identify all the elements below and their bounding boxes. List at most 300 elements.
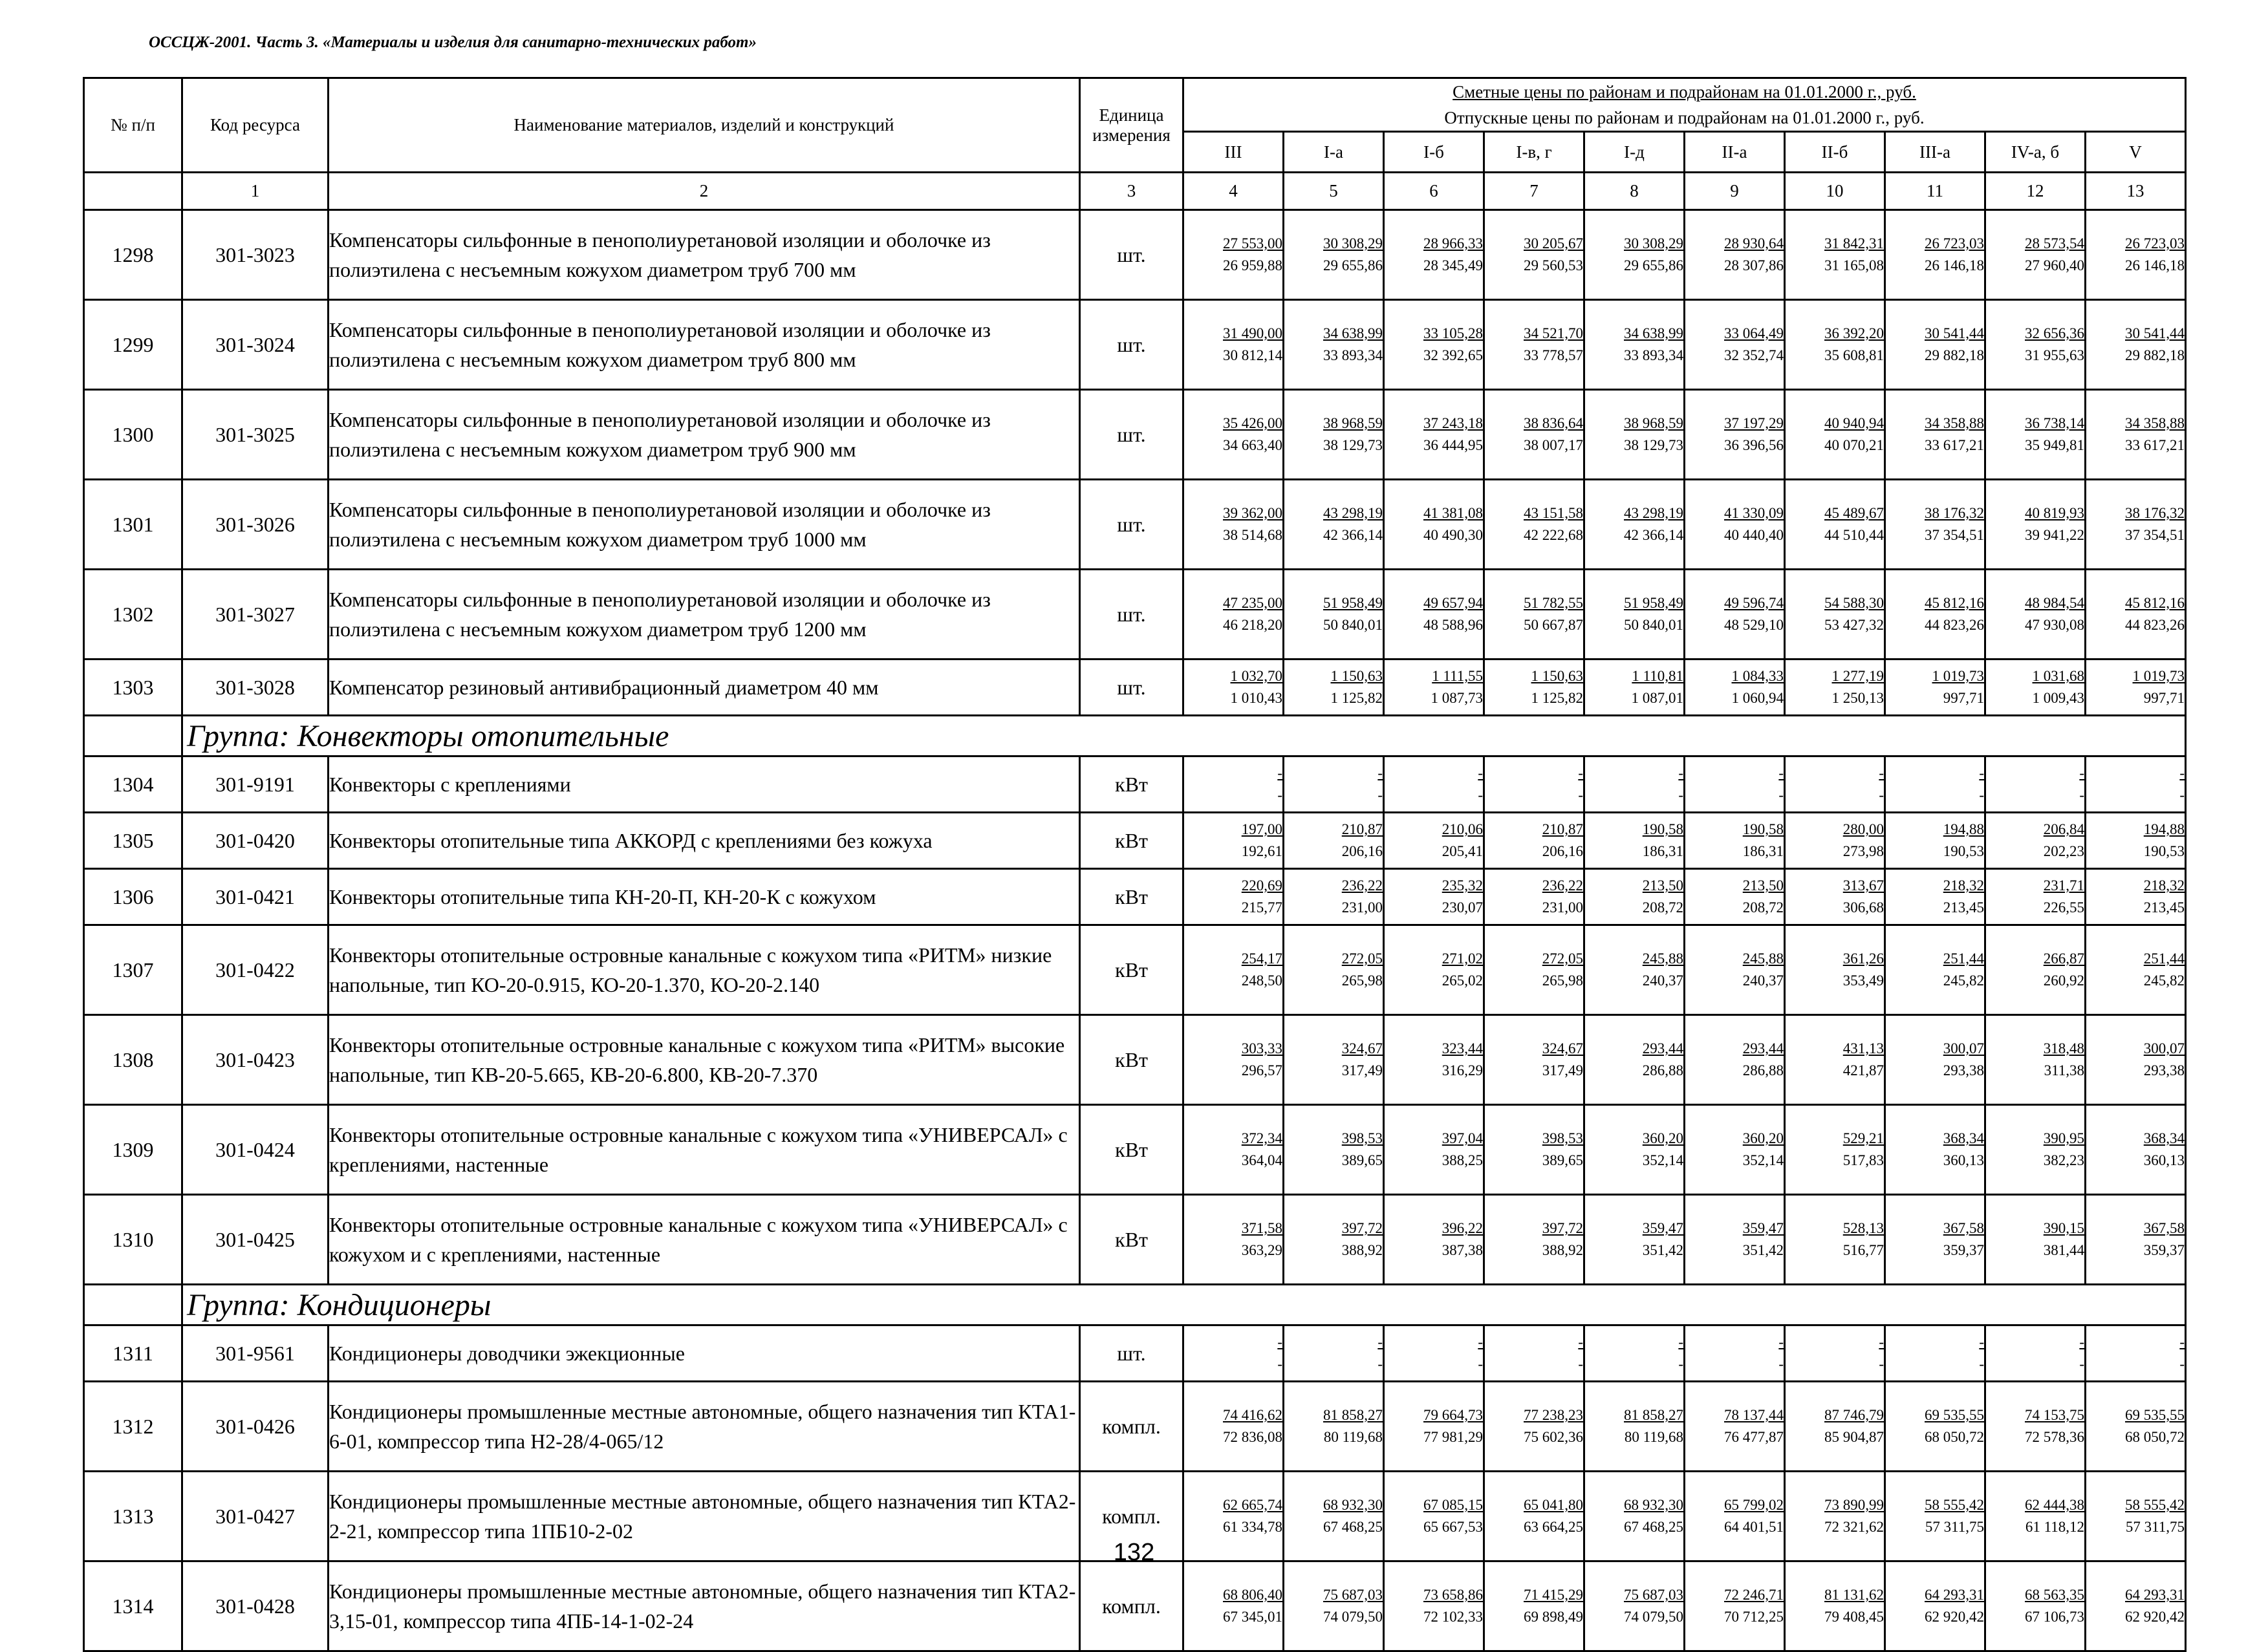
unit: шт. — [1080, 1325, 1183, 1382]
release-price: 1 125,82 — [1330, 690, 1383, 706]
estimate-price: 71 415,29 — [1524, 1587, 1583, 1603]
price-cell — [1183, 1015, 1284, 1105]
release-price: 997,71 — [2143, 690, 2185, 706]
release-price: 213,45 — [1943, 899, 1984, 916]
estimate-price: 359,47 — [1642, 1220, 1683, 1236]
estimate-price: - — [2079, 1334, 2084, 1350]
release-price: 85 904,87 — [1824, 1429, 1884, 1445]
estimate-price: 251,44 — [2143, 950, 2185, 967]
release-price: 230,07 — [1442, 899, 1483, 916]
resource-code: 301-3025 — [182, 390, 329, 480]
price-cell — [2086, 1382, 2186, 1472]
price-cell — [1885, 1325, 1985, 1382]
estimate-price: - — [1578, 1334, 1583, 1350]
column-number: 3 — [1080, 173, 1183, 210]
resource-code: 301-0420 — [182, 813, 329, 869]
estimate-price: 32 656,36 — [2025, 325, 2084, 341]
release-price: 240,37 — [1642, 972, 1683, 989]
price-cell — [1484, 210, 1584, 300]
release-price: 67 468,25 — [1624, 1519, 1683, 1535]
release-price: 33 778,57 — [1524, 347, 1583, 363]
column-number: 1 — [182, 173, 329, 210]
estimate-price: 210,06 — [1442, 821, 1483, 837]
price-cell — [1985, 660, 2086, 716]
price-cell — [1685, 869, 1785, 925]
estimate-price: 45 489,67 — [1824, 505, 1884, 521]
estimate-price: 1 084,33 — [1731, 668, 1784, 684]
price-cell — [1685, 1195, 1785, 1285]
row-number: 1298 — [84, 210, 182, 300]
estimate-price: 36 738,14 — [2025, 415, 2084, 431]
resource-code: 301-0425 — [182, 1195, 329, 1285]
price-cell — [1284, 210, 1384, 300]
column-number: 2 — [329, 173, 1080, 210]
estimate-price: 74 153,75 — [2025, 1407, 2084, 1423]
release-price: 359,37 — [2143, 1242, 2185, 1258]
price-cell — [1384, 813, 1484, 869]
estimate-price: 197,00 — [1241, 821, 1282, 837]
release-price: 186,31 — [1642, 843, 1683, 859]
estimate-price: 324,67 — [1341, 1040, 1383, 1057]
estimate-price: 34 358,88 — [2125, 415, 2185, 431]
release-price: - — [1478, 787, 1483, 803]
estimate-price: 324,67 — [1542, 1040, 1583, 1057]
estimate-price: 37 197,29 — [1724, 415, 1784, 431]
estimate-price: 34 521,70 — [1524, 325, 1583, 341]
price-cell — [1384, 1195, 1484, 1285]
estimate-price: 65 799,02 — [1724, 1497, 1784, 1513]
release-price: 76 477,87 — [1724, 1429, 1784, 1445]
price-cell — [1584, 1561, 1685, 1651]
estimate-price: 194,88 — [1943, 821, 1984, 837]
price-cell — [1584, 1325, 1685, 1382]
release-price: - — [1979, 1356, 1984, 1372]
price-cell — [2086, 210, 2186, 300]
price-cell — [1284, 1382, 1384, 1472]
price-cell — [1785, 1105, 1885, 1195]
estimate-price: 194,88 — [2143, 821, 2185, 837]
estimate-price: 1 150,63 — [1330, 668, 1383, 684]
release-price: 44 823,26 — [2125, 617, 2185, 633]
release-price: 286,88 — [1642, 1062, 1683, 1078]
price-cell — [2086, 1105, 2186, 1195]
release-price: 1 087,01 — [1631, 690, 1683, 706]
unit: шт. — [1080, 300, 1183, 390]
release-price: 388,92 — [1341, 1242, 1383, 1258]
release-price: 190,53 — [2143, 843, 2185, 859]
release-price: 208,72 — [1642, 899, 1683, 916]
price-cell — [2086, 813, 2186, 869]
price-cell — [1685, 1105, 1785, 1195]
price-cell — [1885, 390, 1985, 480]
price-cell — [1885, 570, 1985, 660]
release-price: 1 087,73 — [1431, 690, 1483, 706]
estimate-price: 69 535,55 — [2125, 1407, 2185, 1423]
price-cell — [1885, 660, 1985, 716]
price-cell — [1685, 480, 1785, 570]
price-cell — [2086, 480, 2186, 570]
price-cell — [1584, 570, 1685, 660]
release-price: 388,25 — [1442, 1152, 1483, 1168]
estimate-price: 367,58 — [2143, 1220, 2185, 1236]
release-price: 1 250,13 — [1831, 690, 1884, 706]
price-cell — [1484, 1015, 1584, 1105]
material-name: Кондиционеры промышленные местные автономные, общего назначения тип КТА2-2-21, компрессор типа 1ПБ10-2-02 — [329, 1472, 1080, 1561]
estimate-price: 1 031,68 — [2032, 668, 2084, 684]
estimate-price: 245,88 — [1642, 950, 1683, 967]
estimate-price: 58 555,42 — [2125, 1497, 2185, 1513]
estimate-price: 75 687,03 — [1624, 1587, 1683, 1603]
release-price: 360,13 — [2143, 1152, 2185, 1168]
price-cell — [1284, 1325, 1384, 1382]
release-price: 61 334,78 — [1223, 1519, 1282, 1535]
unit: кВт — [1080, 925, 1183, 1015]
table-row — [84, 390, 2186, 480]
row-number: 1304 — [84, 756, 182, 813]
release-price: - — [1879, 787, 1884, 803]
estimate-price: 245,88 — [1742, 950, 1784, 967]
estimate-price: 371,58 — [1241, 1220, 1282, 1236]
estimate-price: 40 940,94 — [1824, 415, 1884, 431]
release-price: 352,14 — [1642, 1152, 1683, 1168]
release-price: - — [1879, 1356, 1884, 1372]
estimate-price: 1 110,81 — [1632, 668, 1683, 684]
estimate-price: 67 085,15 — [1423, 1497, 1483, 1513]
column-number-row — [84, 173, 2186, 210]
price-cell — [1985, 813, 2086, 869]
price-cell — [1785, 570, 1885, 660]
estimate-price: 398,53 — [1341, 1130, 1383, 1146]
estimate-price: 300,07 — [2143, 1040, 2185, 1057]
unit: кВт — [1080, 813, 1183, 869]
region-header: IV-а, б — [1985, 132, 2086, 173]
release-price: 421,87 — [1842, 1062, 1884, 1078]
release-price: - — [1277, 787, 1282, 803]
price-cell — [1885, 925, 1985, 1015]
price-cell — [1384, 1105, 1484, 1195]
release-price: 306,68 — [1842, 899, 1884, 916]
price-cell — [1785, 660, 1885, 716]
estimate-price: 43 151,58 — [1524, 505, 1583, 521]
price-cell — [1985, 925, 2086, 1015]
price-cell — [2086, 1195, 2186, 1285]
release-price: - — [2079, 787, 2084, 803]
release-price: - — [1678, 787, 1683, 803]
release-price: 286,88 — [1742, 1062, 1784, 1078]
estimate-price: 54 588,30 — [1824, 595, 1884, 611]
release-price: 47 930,08 — [2025, 617, 2084, 633]
price-cell — [1484, 869, 1584, 925]
release-price: - — [1778, 787, 1784, 803]
price-cell — [1785, 1195, 1885, 1285]
price-cell — [2086, 1561, 2186, 1651]
release-price: 65 667,53 — [1423, 1519, 1483, 1535]
estimate-price: 213,50 — [1742, 877, 1784, 894]
price-cell — [1785, 1561, 1885, 1651]
column-number — [84, 173, 182, 210]
release-price: - — [1578, 1356, 1583, 1372]
estimate-price: 78 137,44 — [1724, 1407, 1784, 1423]
estimate-price: 1 019,73 — [2132, 668, 2185, 684]
price-cell — [1284, 869, 1384, 925]
material-name: Компенсаторы сильфонные в пенополиуретановой изоляции и оболочке из полиэтилена с несъемным кожухом диаметром труб 900 мм — [329, 390, 1080, 480]
estimate-price: 397,72 — [1542, 1220, 1583, 1236]
release-price: 40 070,21 — [1824, 437, 1884, 453]
row-number: 1307 — [84, 925, 182, 1015]
estimate-price: 30 541,44 — [2125, 325, 2185, 341]
estimate-price: 30 308,29 — [1624, 235, 1683, 252]
region-header: II-б — [1785, 132, 1885, 173]
estimate-price: 1 277,19 — [1831, 668, 1884, 684]
release-price: 205,41 — [1442, 843, 1483, 859]
price-cell — [1785, 756, 1885, 813]
region-header: I-в, г — [1484, 132, 1584, 173]
price-cell — [1584, 390, 1685, 480]
price-cell — [1584, 210, 1685, 300]
table-row — [84, 1382, 2186, 1472]
release-price: 72 321,62 — [1824, 1519, 1884, 1535]
estimate-price: 190,58 — [1742, 821, 1784, 837]
release-price: 381,44 — [2043, 1242, 2084, 1258]
price-cell — [1885, 813, 1985, 869]
estimate-price: 26 723,03 — [1925, 235, 1984, 252]
estimate-price: 73 890,99 — [1824, 1497, 1884, 1513]
release-price: 215,77 — [1241, 899, 1282, 916]
resource-code: 301-3027 — [182, 570, 329, 660]
estimate-price: - — [2179, 1334, 2185, 1350]
release-price: 997,71 — [1943, 690, 1984, 706]
table-row — [84, 660, 2186, 716]
price-cell — [1584, 925, 1685, 1015]
release-price: 353,49 — [1842, 972, 1884, 989]
release-price: 28 307,86 — [1724, 257, 1784, 274]
price-cell — [1985, 1105, 2086, 1195]
estimate-price: 48 984,54 — [2025, 595, 2084, 611]
release-price: 38 129,73 — [1323, 437, 1383, 453]
price-cell — [2086, 756, 2186, 813]
price-cell — [1785, 480, 1885, 570]
estimate-price: 206,84 — [2043, 821, 2084, 837]
region-header: I-б — [1384, 132, 1484, 173]
unit: шт. — [1080, 390, 1183, 480]
estimate-price: 68 932,30 — [1624, 1497, 1683, 1513]
price-cell — [1985, 1195, 2086, 1285]
estimate-price: - — [1678, 765, 1683, 781]
document-header: ОССЦЖ-2001. Часть 3. «Материалы и изделия для санитарно-технических работ» — [149, 34, 757, 51]
estimate-price: 51 782,55 — [1524, 595, 1583, 611]
price-cell — [1885, 1561, 1985, 1651]
estimate-price: 62 444,38 — [2025, 1497, 2084, 1513]
region-header: III-а — [1885, 132, 1985, 173]
estimate-price: 272,05 — [1542, 950, 1583, 967]
estimate-price: 79 664,73 — [1423, 1407, 1483, 1423]
release-price: 296,57 — [1241, 1062, 1282, 1078]
price-cell — [1685, 660, 1785, 716]
column-number: 9 — [1685, 173, 1785, 210]
group-title: Группа: Кондиционеры — [182, 1285, 2186, 1325]
price-cell — [1985, 1325, 2086, 1382]
resource-code: 301-9191 — [182, 756, 329, 813]
region-header: I-а — [1284, 132, 1384, 173]
price-cell — [1484, 1382, 1584, 1472]
price-cell — [1985, 300, 2086, 390]
estimate-price: 81 858,27 — [1624, 1407, 1683, 1423]
table-row — [84, 1325, 2186, 1382]
estimate-price: 293,44 — [1642, 1040, 1683, 1057]
release-price: 293,38 — [1943, 1062, 1984, 1078]
release-price: 44 510,44 — [1824, 527, 1884, 543]
release-price: 202,23 — [2043, 843, 2084, 859]
estimate-price: 27 553,00 — [1223, 235, 1282, 252]
group-title: Группа: Конвекторы отопительные — [182, 716, 2186, 756]
release-price: 57 311,75 — [2125, 1519, 2185, 1535]
price-cell — [1484, 1325, 1584, 1382]
release-price: 36 444,95 — [1423, 437, 1483, 453]
estimate-price: 38 836,64 — [1524, 415, 1583, 431]
price-cell — [1685, 813, 1785, 869]
release-price: - — [2079, 1356, 2084, 1372]
price-cell — [1384, 1325, 1484, 1382]
row-number: 1309 — [84, 1105, 182, 1195]
row-number: 1308 — [84, 1015, 182, 1105]
release-price: 1 125,82 — [1531, 690, 1583, 706]
estimate-price: 45 812,16 — [1925, 595, 1984, 611]
release-price: 53 427,32 — [1824, 617, 1884, 633]
estimate-price: 235,32 — [1442, 877, 1483, 894]
estimate-price: 68 806,40 — [1223, 1587, 1282, 1603]
release-price: 517,83 — [1842, 1152, 1884, 1168]
estimate-price: 41 330,09 — [1724, 505, 1784, 521]
price-cell — [1584, 1195, 1685, 1285]
estimate-price: 1 111,55 — [1432, 668, 1483, 684]
estimate-price: 34 638,99 — [1624, 325, 1683, 341]
estimate-price: 30 308,29 — [1323, 235, 1383, 252]
material-name: Компенсаторы сильфонные в пенополиуретановой изоляции и оболочке из полиэтилена с несъемным кожухом диаметром труб 700 мм — [329, 210, 1080, 300]
release-price: 48 588,96 — [1423, 617, 1483, 633]
estimate-price: 68 563,35 — [2025, 1587, 2084, 1603]
price-cell — [1885, 1382, 1985, 1472]
estimate-price: 190,58 — [1642, 821, 1683, 837]
estimate-price: 47 235,00 — [1223, 595, 1282, 611]
estimate-price: - — [1778, 765, 1784, 781]
release-price: 42 222,68 — [1524, 527, 1583, 543]
region-header: V — [2086, 132, 2186, 173]
estimate-price: 51 958,49 — [1323, 595, 1383, 611]
estimate-price: 34 358,88 — [1925, 415, 1984, 431]
price-table — [83, 77, 2187, 1652]
header-name: Наименование материалов, изделий и конструкций — [329, 78, 1080, 173]
release-price: 63 664,25 — [1524, 1519, 1583, 1535]
price-cell — [1685, 756, 1785, 813]
estimate-price: - — [1778, 1334, 1784, 1350]
row-number: 1299 — [84, 300, 182, 390]
estimate-price: 218,32 — [2143, 877, 2185, 894]
column-number: 12 — [1985, 173, 2086, 210]
unit: кВт — [1080, 1105, 1183, 1195]
release-price: 33 617,21 — [1925, 437, 1984, 453]
estimate-price: 33 105,28 — [1423, 325, 1483, 341]
estimate-price: 64 293,31 — [1925, 1587, 1984, 1603]
release-price: 62 920,42 — [2125, 1609, 2185, 1625]
release-price: 190,53 — [1943, 843, 1984, 859]
price-cell — [1183, 1325, 1284, 1382]
release-price: 74 079,50 — [1624, 1609, 1683, 1625]
release-price: - — [1778, 1356, 1784, 1372]
price-cell — [1885, 210, 1985, 300]
estimate-price: 213,50 — [1642, 877, 1683, 894]
release-price: - — [1377, 787, 1383, 803]
estimate-price: 528,13 — [1842, 1220, 1884, 1236]
price-cell — [1183, 1195, 1284, 1285]
release-price: 273,98 — [1842, 843, 1884, 859]
estimate-price: 220,69 — [1241, 877, 1282, 894]
price-cell — [1384, 1382, 1484, 1472]
resource-code: 301-9561 — [182, 1325, 329, 1382]
price-cell — [1284, 660, 1384, 716]
price-cell — [1584, 300, 1685, 390]
price-cell — [2086, 925, 2186, 1015]
row-number: 1300 — [84, 390, 182, 480]
release-price: 351,42 — [1742, 1242, 1784, 1258]
release-price: 72 836,08 — [1223, 1429, 1282, 1445]
page-number: 132 — [1113, 1539, 1155, 1566]
estimate-price: - — [1879, 1334, 1884, 1350]
release-price: 46 218,20 — [1223, 617, 1282, 633]
release-price: - — [2179, 787, 2185, 803]
price-cell — [1183, 813, 1284, 869]
price-cell — [1183, 210, 1284, 300]
release-price: 27 960,40 — [2025, 257, 2084, 274]
price-cell — [1384, 660, 1484, 716]
release-price: 37 354,51 — [2125, 527, 2185, 543]
price-cell — [1484, 570, 1584, 660]
release-price: 40 490,30 — [1423, 527, 1483, 543]
price-cell — [1685, 210, 1785, 300]
table-row — [84, 869, 2186, 925]
release-price: 208,72 — [1742, 899, 1784, 916]
release-price: 67 468,25 — [1323, 1519, 1383, 1535]
price-cell — [1584, 1105, 1685, 1195]
release-price: 516,77 — [1842, 1242, 1884, 1258]
header-prices-estimate: Сметные цены по районам и подрайонам на 01.01.2000 г., руб. — [1453, 82, 1916, 102]
price-cell — [1484, 480, 1584, 570]
estimate-price: 272,05 — [1341, 950, 1383, 967]
estimate-price: 68 932,30 — [1323, 1497, 1383, 1513]
release-price: 72 102,33 — [1423, 1609, 1483, 1625]
unit: компл. — [1080, 1472, 1183, 1561]
estimate-price: 38 176,32 — [2125, 505, 2185, 521]
row-number: 1314 — [84, 1561, 182, 1651]
release-price: 317,49 — [1542, 1062, 1583, 1078]
estimate-price: 360,20 — [1642, 1130, 1683, 1146]
release-price: 1 060,94 — [1731, 690, 1784, 706]
price-cell — [1985, 869, 2086, 925]
release-price: 29 882,18 — [2125, 347, 2185, 363]
price-cell — [1183, 756, 1284, 813]
release-price: 42 366,14 — [1323, 527, 1383, 543]
price-cell — [1885, 1195, 1985, 1285]
release-price: 317,49 — [1341, 1062, 1383, 1078]
resource-code: 301-0421 — [182, 869, 329, 925]
price-cell — [1284, 925, 1384, 1015]
unit: кВт — [1080, 756, 1183, 813]
price-cell — [1284, 300, 1384, 390]
release-price: 42 366,14 — [1624, 527, 1683, 543]
estimate-price: 1 032,70 — [1230, 668, 1282, 684]
price-cell — [1384, 869, 1484, 925]
material-name: Кондиционеры промышленные местные автономные, общего назначения тип КТА2-3,15-01, компрессор типа 4ПБ-14-1-02-24 — [329, 1561, 1080, 1651]
release-price: 363,29 — [1241, 1242, 1282, 1258]
